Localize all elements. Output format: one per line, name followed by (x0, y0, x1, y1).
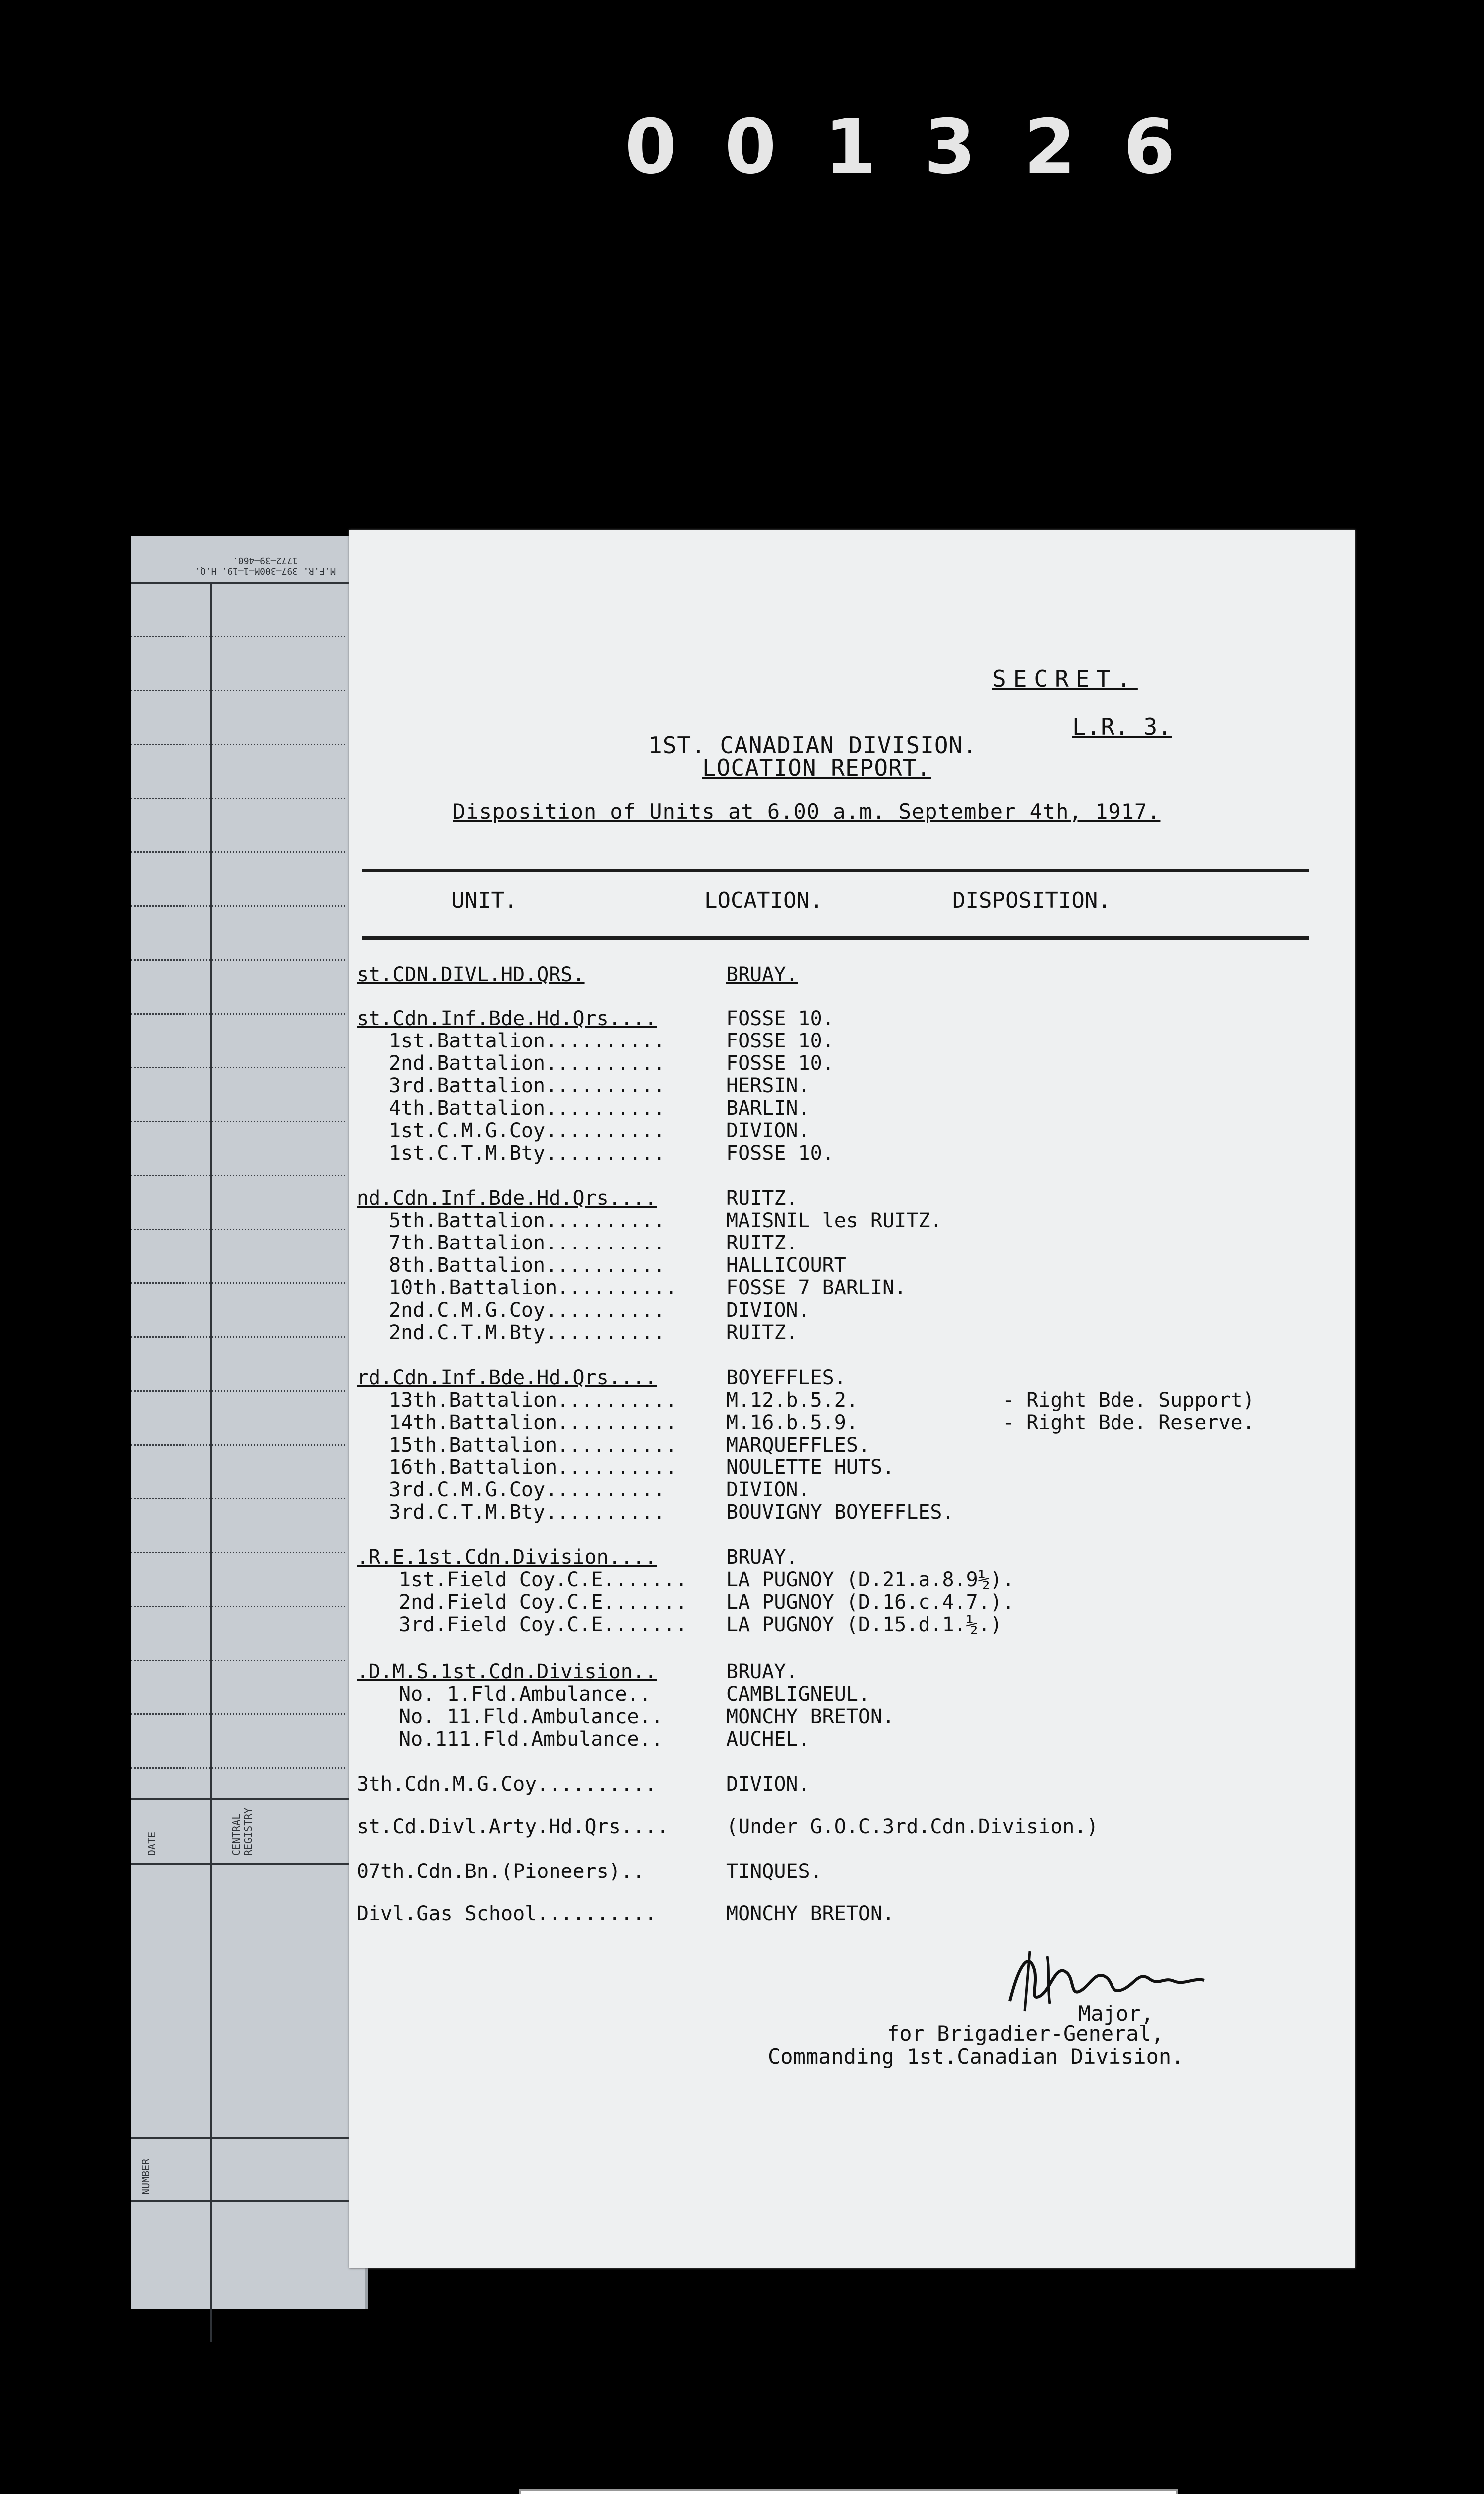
location-cell: FOSSE 10. (726, 1142, 834, 1165)
column-header-location: LOCATION. (704, 888, 823, 913)
location-cell: DIVION. (726, 1119, 810, 1142)
location-cell: LA PUGNOY (D.16.c.4.7.). (726, 1591, 1014, 1614)
location-cell: RUITZ. (726, 1321, 798, 1344)
unit-cell: .R.E.1st.Cdn.Division.... (357, 1546, 657, 1569)
unit-cell: No.111.Fld.Ambulance.. (399, 1728, 663, 1751)
location-cell: M.12.b.5.2. (726, 1389, 858, 1412)
table-top-rule (362, 869, 1309, 872)
slip-rule (131, 1798, 365, 1800)
unit-cell: 2nd.Battalion.......... (389, 1052, 665, 1075)
unit-cell: 1st.Battalion.......... (389, 1030, 665, 1052)
division-title: 1ST. CANADIAN DIVISION. (648, 732, 977, 759)
slip-dotted-line (131, 1606, 345, 1607)
archives-reference-card (519, 2489, 1178, 2494)
report-number: L.R. 3. (1072, 713, 1172, 740)
location-cell: BARLIN. (726, 1097, 810, 1120)
slip-dotted-line (131, 636, 345, 637)
location-cell: BRUAY. (726, 963, 798, 986)
slip-dotted-line (131, 1282, 345, 1284)
slip-dotted-line (131, 1767, 345, 1769)
signature-rank: Major, (1078, 2001, 1154, 2026)
location-cell: FOSSE 7 BARLIN. (726, 1276, 907, 1299)
unit-cell: st.CDN.DIVL.HD.QRS. (357, 963, 585, 986)
location-cell: MONCHY BRETON. (726, 1902, 895, 1925)
location-cell: FOSSE 10. (726, 1030, 834, 1052)
unit-cell: 7th.Battalion.......... (389, 1232, 665, 1254)
unit-cell: No. 11.Fld.Ambulance.. (399, 1705, 663, 1728)
unit-cell: 14th.Battalion.......... (389, 1411, 677, 1434)
location-cell: LA PUGNOY (D.21.a.8.9½). (726, 1568, 1014, 1591)
location-cell: RUITZ. (726, 1187, 798, 1210)
unit-cell: 3rd.Field Coy.C.E....... (399, 1613, 687, 1636)
location-cell: DIVION. (726, 1773, 810, 1796)
unit-cell: 15th.Battalion.......... (389, 1434, 677, 1456)
unit-cell: 16th.Battalion.......... (389, 1456, 677, 1479)
signature-command: Commanding 1st.Canadian Division. (768, 2044, 1184, 2069)
unit-cell: 4th.Battalion.......... (389, 1097, 665, 1120)
unit-cell: rd.Cdn.Inf.Bde.Hd.Qrs.... (357, 1366, 657, 1389)
slip-dotted-line (131, 1067, 345, 1068)
slip-label-registry: CENTRAL REGISTRY (230, 1807, 254, 1856)
location-cell: MARQUEFFLES. (726, 1434, 870, 1456)
secret-marking: SECRET. (992, 665, 1138, 692)
disposition-cell: - Right Bde. Support) (1002, 1389, 1255, 1412)
slip-dotted-line (131, 744, 345, 745)
unit-cell: .D.M.S.1st.Cdn.Division.. (357, 1661, 657, 1683)
unit-cell: 1st.C.T.M.Bty.......... (389, 1142, 665, 1165)
location-cell: AUCHEL. (726, 1728, 810, 1751)
unit-cell: 1st.C.M.G.Coy.......... (389, 1119, 665, 1142)
frame-digit: 1 (824, 104, 877, 191)
table-header-rule (362, 936, 1309, 940)
location-cell: (Under G.O.C.3rd.Cdn.Division.) (726, 1815, 1099, 1838)
slip-dotted-line (131, 1552, 345, 1553)
unit-cell: 07th.Cdn.Bn.(Pioneers).. (357, 1860, 645, 1883)
frame-digit: 3 (924, 104, 976, 191)
location-cell: BRUAY. (726, 1546, 798, 1569)
column-header-unit: UNIT. (451, 888, 518, 913)
unit-cell: 3rd.C.M.G.Coy.......... (389, 1478, 665, 1501)
location-report-page (349, 530, 1355, 2268)
slip-dotted-line (131, 690, 345, 691)
location-cell: MAISNIL les RUITZ. (726, 1209, 942, 1232)
location-cell: RUITZ. (726, 1232, 798, 1254)
unit-cell: 3th.Cdn.M.G.Coy.......... (357, 1773, 657, 1796)
report-subtitle: Disposition of Units at 6.00 a.m. September 4th, 1917. (453, 799, 1161, 824)
frame-digit: 6 (1123, 104, 1176, 191)
disposition-cell: - Right Bde. Reserve. (1002, 1411, 1255, 1434)
slip-rule (131, 2137, 365, 2139)
location-cell: HERSIN. (726, 1074, 810, 1097)
slip-form-code: M.F.R. 397–300M–1–19. H.Q. 1772–39–460. (195, 555, 336, 576)
slip-dotted-line (131, 1121, 345, 1122)
location-cell: CAMBLIGNEUL. (726, 1683, 870, 1706)
unit-cell: st.Cdn.Inf.Bde.Hd.Qrs.... (357, 1007, 657, 1030)
frame-digit: 2 (1023, 104, 1076, 191)
slip-dotted-line (131, 959, 345, 961)
location-cell: TINQUES. (726, 1860, 822, 1883)
location-cell: NOULETTE HUTS. (726, 1456, 895, 1479)
slip-label-date: DATE (146, 1831, 158, 1856)
frame-digit: 0 (624, 104, 677, 191)
slip-dotted-line (131, 798, 345, 799)
location-cell: BRUAY. (726, 1661, 798, 1683)
column-header-disposition: DISPOSITION. (952, 888, 1111, 913)
slip-dotted-line (131, 1444, 345, 1446)
frame-number (613, 104, 1187, 191)
unit-cell: 5th.Battalion.......... (389, 1209, 665, 1232)
location-cell: FOSSE 10. (726, 1052, 834, 1075)
location-cell: BOUVIGNY BOYEFFLES. (726, 1501, 954, 1524)
slip-dotted-line (131, 851, 345, 853)
unit-cell: 10th.Battalion.......... (389, 1276, 677, 1299)
slip-rule (131, 1863, 365, 1865)
slip-rule (131, 2200, 365, 2202)
unit-cell: nd.Cdn.Inf.Bde.Hd.Qrs.... (357, 1187, 657, 1210)
unit-cell: 3rd.C.T.M.Bty.......... (389, 1501, 665, 1524)
unit-cell: st.Cd.Divl.Arty.Hd.Qrs.... (357, 1815, 669, 1838)
location-cell: FOSSE 10. (726, 1007, 834, 1030)
location-cell: MONCHY BRETON. (726, 1705, 895, 1728)
unit-cell: 8th.Battalion.......... (389, 1254, 665, 1277)
unit-cell: 1st.Field Coy.C.E....... (399, 1568, 687, 1591)
slip-dotted-line (131, 1013, 345, 1015)
unit-cell: 13th.Battalion.......... (389, 1389, 677, 1412)
signature-for: for Brigadier-General, (887, 2021, 1164, 2046)
unit-cell: 2nd.C.M.G.Coy.......... (389, 1299, 665, 1322)
location-cell: LA PUGNOY (D.15.d.1.½.) (726, 1613, 1002, 1636)
frame-digit: 0 (724, 104, 777, 191)
unit-cell: 2nd.C.T.M.Bty.......... (389, 1321, 665, 1344)
slip-column-rule (210, 584, 212, 2342)
slip-dotted-line (131, 1229, 345, 1230)
slip-dotted-line (131, 1390, 345, 1392)
location-cell: M.16.b.5.9. (726, 1411, 858, 1434)
location-cell: DIVION. (726, 1478, 810, 1501)
location-cell: DIVION. (726, 1299, 810, 1322)
slip-dotted-line (131, 1713, 345, 1715)
unit-cell: Divl.Gas School.......... (357, 1902, 657, 1925)
slip-top-rule (131, 582, 365, 584)
slip-dotted-line (131, 905, 345, 907)
slip-label-number: NUMBER (140, 2158, 152, 2195)
unit-cell: 2nd.Field Coy.C.E....... (399, 1591, 687, 1614)
slip-dotted-line (131, 1498, 345, 1499)
registry-slip (131, 536, 368, 2309)
slip-dotted-line (131, 1336, 345, 1338)
unit-cell: 3rd.Battalion.......... (389, 1074, 665, 1097)
location-cell: HALLICOURT (726, 1254, 846, 1277)
unit-cell: No. 1.Fld.Ambulance.. (399, 1683, 651, 1706)
report-title: LOCATION REPORT. (702, 754, 931, 781)
slip-dotted-line (131, 1660, 345, 1661)
slip-dotted-line (131, 1175, 345, 1176)
location-cell: BOYEFFLES. (726, 1366, 846, 1389)
